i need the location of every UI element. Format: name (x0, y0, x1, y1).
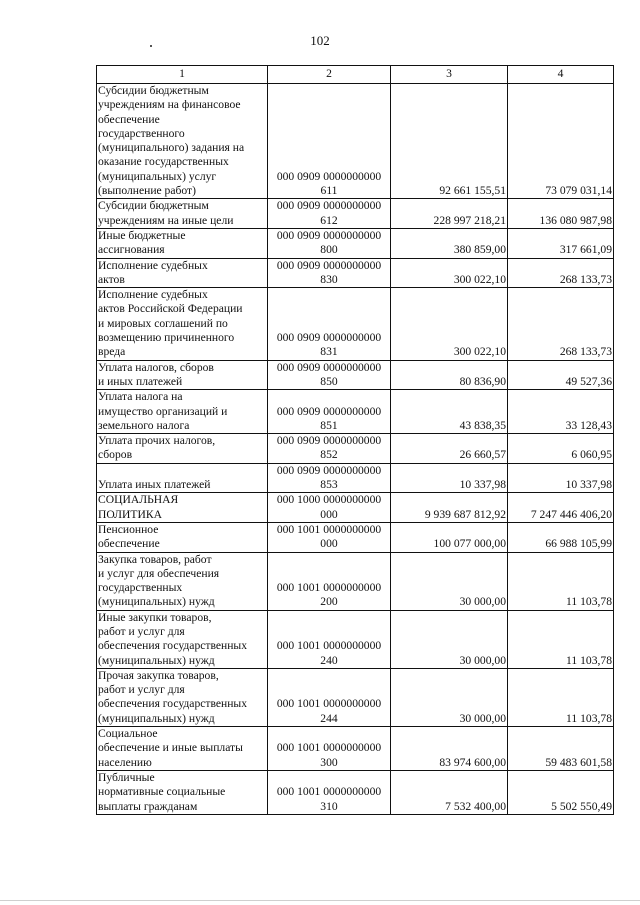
row-code-cell: 000 0909 0000000000 852 (268, 434, 391, 464)
row-code-cell: 000 1001 0000000000 300 (268, 727, 391, 771)
row-exec-cell: 11 103,78 (508, 668, 614, 726)
row-name-cell: Иные бюджетные ассигнования (97, 228, 268, 258)
row-exec-cell: 136 080 987,98 (508, 199, 614, 229)
budget-execution-table (96, 65, 614, 815)
row-exec-cell: 7 247 446 406,20 (508, 493, 614, 523)
row-code-cell: 000 0909 0000000000 850 (268, 360, 391, 390)
row-exec-cell: 10 337,98 (508, 463, 614, 493)
row-name-cell: Закупка товаров, работ и услуг для обеспечения государственных (муниципальных) нужд (97, 552, 268, 610)
row-exec-cell: 11 103,78 (508, 610, 614, 668)
row-code-cell: 000 0909 0000000000 830 (268, 258, 391, 288)
table-row (97, 390, 614, 434)
row-name-cell: Социальное обеспечение и иные выплаты населению (97, 727, 268, 771)
row-name-cell: Исполнение судебных актов Российской Федерации и мировых соглашений по возмещению причиненного вреда (97, 288, 268, 360)
page-number: 102 (310, 33, 330, 48)
row-exec-cell: 317 661,09 (508, 228, 614, 258)
table-row (97, 610, 614, 668)
row-code-cell: 000 0909 0000000000 831 (268, 288, 391, 360)
row-name-cell: Публичные нормативные социальные выплаты гражданам (97, 770, 268, 814)
table-row (97, 258, 614, 288)
row-plan-cell: 228 997 218,21 (391, 199, 508, 229)
row-name-cell: Субсидии бюджетным учреждениям на иные цели (97, 199, 268, 229)
table-row (97, 434, 614, 464)
header-col-4: 4 (508, 66, 614, 84)
row-name-cell: Уплата налога на имущество организаций и земельного налога (97, 390, 268, 434)
table-row (97, 522, 614, 552)
table-row (97, 288, 614, 360)
row-name-cell: Уплата иных платежей (97, 463, 268, 493)
row-exec-cell: 49 527,36 (508, 360, 614, 390)
row-plan-cell: 30 000,00 (391, 610, 508, 668)
row-code-cell: 000 1000 0000000000 000 (268, 493, 391, 523)
row-code-cell: 000 0909 0000000000 800 (268, 228, 391, 258)
row-plan-cell: 80 836,90 (391, 360, 508, 390)
row-plan-cell: 300 022,10 (391, 258, 508, 288)
row-code-cell: 000 0909 0000000000 612 (268, 199, 391, 229)
table-row (97, 668, 614, 726)
row-plan-cell: 380 859,00 (391, 228, 508, 258)
row-exec-cell: 11 103,78 (508, 552, 614, 610)
row-name-cell: Субсидии бюджетным учреждениям на финансовое обеспечение государственного (муниципального) задания на оказание государственных (муниципальных) услуг (выполнение работ) (97, 84, 268, 199)
row-exec-cell: 73 079 031,14 (508, 84, 614, 199)
row-exec-cell: 268 133,73 (508, 258, 614, 288)
table-row (97, 199, 614, 229)
row-exec-cell: 6 060,95 (508, 434, 614, 464)
table-body (97, 66, 614, 815)
header-col-1: 1 (97, 66, 268, 84)
row-name-cell: СОЦИАЛЬНАЯ ПОЛИТИКА (97, 493, 268, 523)
row-plan-cell: 83 974 600,00 (391, 727, 508, 771)
scan-speck (150, 45, 152, 47)
row-code-cell: 000 0909 0000000000 851 (268, 390, 391, 434)
row-code-cell: 000 1001 0000000000 240 (268, 610, 391, 668)
table-row (97, 493, 614, 523)
row-exec-cell: 5 502 550,49 (508, 770, 614, 814)
row-exec-cell: 66 988 105,99 (508, 522, 614, 552)
table-row (97, 770, 614, 814)
row-plan-cell: 7 532 400,00 (391, 770, 508, 814)
row-code-cell: 000 1001 0000000000 310 (268, 770, 391, 814)
table-row (97, 228, 614, 258)
header-col-2: 2 (268, 66, 391, 84)
row-plan-cell: 9 939 687 812,92 (391, 493, 508, 523)
row-name-cell: Прочая закупка товаров, работ и услуг для обеспечения государственных (муниципальных) нужд (97, 668, 268, 726)
row-code-cell: 000 1001 0000000000 000 (268, 522, 391, 552)
row-plan-cell: 43 838,35 (391, 390, 508, 434)
row-code-cell: 000 0909 0000000000 853 (268, 463, 391, 493)
page-bottom-edge (0, 900, 640, 901)
table-row (97, 552, 614, 610)
row-name-cell: Уплата прочих налогов, сборов (97, 434, 268, 464)
row-code-cell: 000 1001 0000000000 200 (268, 552, 391, 610)
table-row (97, 84, 614, 199)
header-col-3: 3 (391, 66, 508, 84)
row-plan-cell: 92 661 155,51 (391, 84, 508, 199)
table-row (97, 463, 614, 493)
row-code-cell: 000 1001 0000000000 244 (268, 668, 391, 726)
row-code-cell: 000 0909 0000000000 611 (268, 84, 391, 199)
table-row (97, 727, 614, 771)
row-plan-cell: 300 022,10 (391, 288, 508, 360)
row-name-cell: Исполнение судебных актов (97, 258, 268, 288)
row-name-cell: Уплата налогов, сборов и иных платежей (97, 360, 268, 390)
row-plan-cell: 100 077 000,00 (391, 522, 508, 552)
row-plan-cell: 30 000,00 (391, 668, 508, 726)
table-header-row (97, 66, 614, 84)
row-plan-cell: 10 337,98 (391, 463, 508, 493)
row-name-cell: Иные закупки товаров, работ и услуг для обеспечения государственных (муниципальных) нужд (97, 610, 268, 668)
row-plan-cell: 30 000,00 (391, 552, 508, 610)
row-exec-cell: 59 483 601,58 (508, 727, 614, 771)
row-exec-cell: 268 133,73 (508, 288, 614, 360)
row-plan-cell: 26 660,57 (391, 434, 508, 464)
row-name-cell: Пенсионное обеспечение (97, 522, 268, 552)
table-row (97, 360, 614, 390)
row-exec-cell: 33 128,43 (508, 390, 614, 434)
